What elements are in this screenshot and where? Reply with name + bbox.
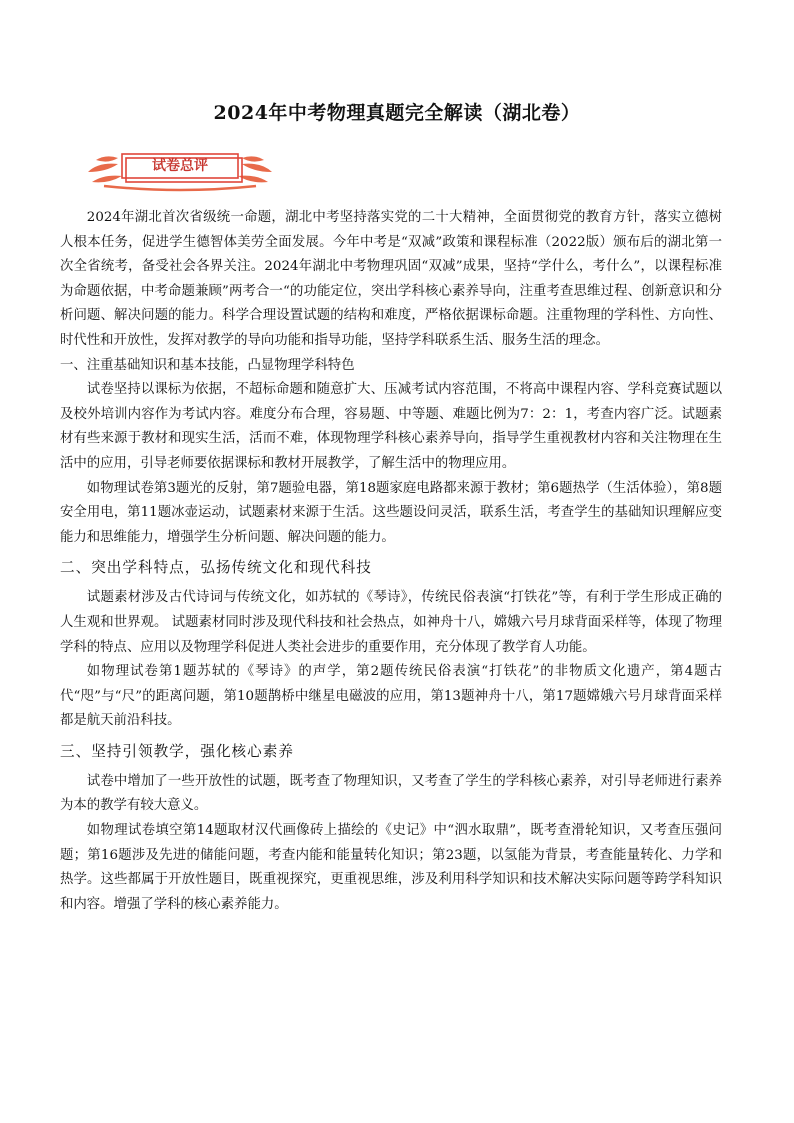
page-title: 2024年中考物理真题完全解读（湖北卷） [213, 102, 581, 124]
body-paragraph: 如物理试卷填空第14题取材汉代画像砖上描绘的《史记》中“泗水取鼎”，既考查滑轮知识，又考查压强问题；第16题涉及先进的储能问题，考查内能和能量转化知识；第23题，以氢能为背景，考查能量转化、力学和热学。这些都属于开放性题目，既重视探究，更重视思维，涉及利用科学知识和技术解决实际问题等跨学科知识和内容。增强了学科的核心素养能力。 [60, 823, 722, 912]
body-paragraph: 如物理试卷第1题苏轼的《琴诗》的声学，第2题传统民俗表演“打铁花”的非物质文化遗产，第4题古代“咫”与“尺”的距离问题，第10题鹊桥中继星电磁波的应用，第13题神舟十八，第17题嫦娥六号月球背面采样都是航天前沿科技。 [60, 664, 722, 729]
intro-paragraph: 2024年湖北首次省级统一命题，湖北中考坚持落实党的二十大精神，全面贯彻党的教育方针，落实立德树人根本任务，促进学生德智体美劳全面发展。今年中考是“双减”政策和课程标准（2022版）颁布后的湖北第一次全省统考，备受社会各界关注。2024年湖北中考物理巩固“双减”成果，坚持“学什么，考什么”，以课程标准为命题依据，中考命题兼顾”两考合一“的功能定位，突出学科核心素养导向，注重考查思维过程、创新意识和分析问题、解决问题的能力。科学合理设置试题的结构和难度，严格依据课标命题。注重物理的学科性、方向性、时代性和开放性，发挥对教学的导向功能和指导功能，坚持学科联系生活、服务生活的理念。 [60, 210, 722, 348]
section-heading-2: 二、突出学科特点，弘扬传统文化和现代科技 [60, 559, 372, 577]
body-paragraph: 如物理试卷第3题光的反射，第7题验电器，第18题家庭电路都来源于教材；第6题热学（生活体验），第8题安全用电，第11题冰壶运动，试题素材来源于生活。这些题设问灵活，联系生活，考查学生的基础知识理解应变能力和思维能力，增强学生分析问题、解决问题的能力。 [60, 480, 722, 545]
section-heading-3: 三、坚持引领教学，强化核心素养 [60, 742, 294, 760]
body-paragraph: 试卷中增加了一些开放性的试题，既考查了物理知识，又考查了学生的学科核心素养，对引导老师进行素养为本的教学有较大意义。 [60, 773, 722, 814]
document-body [60, 206, 722, 917]
body-paragraph: 试题素材涉及古代诗词与传统文化，如苏轼的《琴诗》，传统民俗表演“打铁花”等，有利于学生形成正确的人生观和世界观。 试题素材同时涉及现代科技和社会热点，如神舟十八，嫦娥六号月球背面采样等，体现了物理学科的特点、应用以及物理学科促进人类社会进步的重要作用，充分体现了教学育人功能。 [60, 590, 722, 655]
section-badge-label: 试卷总评 [152, 158, 208, 174]
section-heading-1: 一、注重基础知识和基本技能，凸显物理学科特色 [60, 357, 355, 373]
section-badge [84, 146, 276, 192]
body-paragraph: 试卷坚持以课标为依据，不超标命题和随意扩大、压减考试内容范围，不将高中课程内容、学科竞赛试题以及校外培训内容作为考试内容。难度分布合理，容易题、中等题、难题比例为7：2：1，考查内容广泛。试题素材有些来源于教材和现实生活，活而不难，体现物理学科核心素养导向，指导学生重视教材内容和关注物理在生活中的应用，引导老师要依据课标和教材开展教学，了解生活中的物理应用。 [60, 382, 722, 471]
